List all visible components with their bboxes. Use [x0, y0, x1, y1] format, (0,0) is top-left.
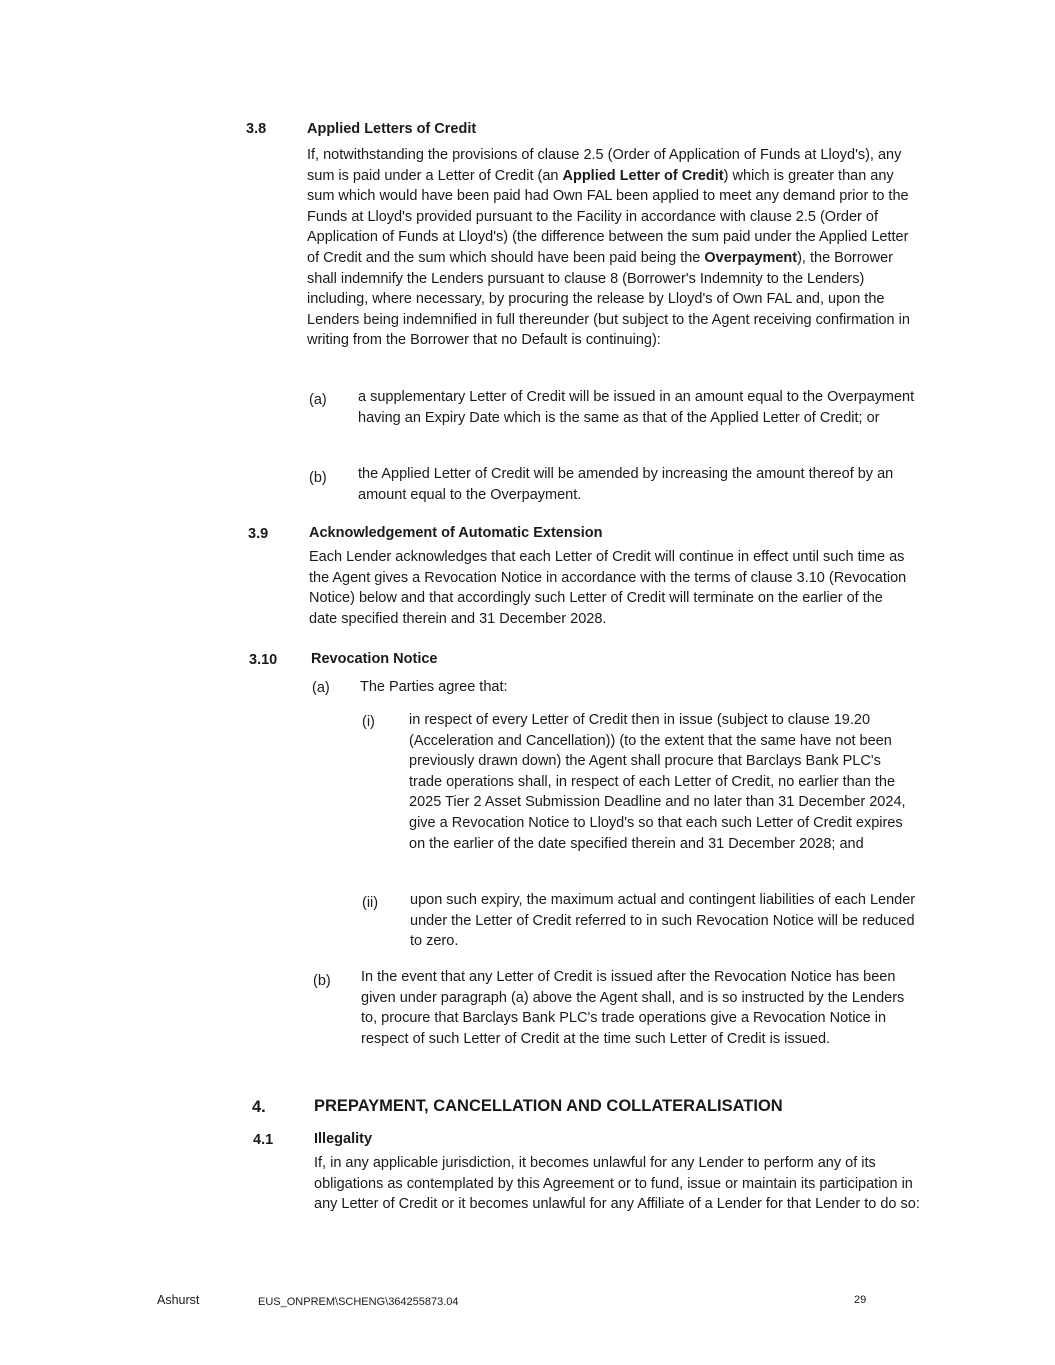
section-3-8-item-a-label: (a): [309, 392, 327, 408]
section-3-10-item-b-label: (b): [313, 973, 331, 989]
section-3-9-number: 3.9: [248, 526, 269, 542]
section-3-8-number: 3.8: [246, 121, 267, 137]
section-3-9-title: Acknowledgement of Automatic Extension: [309, 525, 603, 541]
footer-document-reference: EUS_ONPREM\SCHENG\364255873.04: [258, 1296, 459, 1308]
section-3-10-number: 3.10: [249, 652, 278, 668]
section-3-10-item-ii-text: upon such expiry, the maximum actual and contingent liabilities of each Lender under the Letter of Credit referred to in such Revocation Notice will be reduced to zero.: [410, 892, 916, 950]
section-3-10-item-i-text: in respect of every Letter of Credit then in issue (subject to clause 19.20 (Acceleration and Cancellation)) (to the extent that the same have not been previously drawn down) the Agent shall procure that Barclays Bank PLC's trade operations shall, in respect of each Letter of Credit, no earlier than the 2025 Tier 2 Asset Submission Deadline and no later than 31 December 2024, give a Revocation Notice to Lloyd's so that each such Letter of Credit expires on the earlier of the date specified therein and 31 December 2028; and: [409, 712, 906, 852]
section-3-8-item-a-text: a supplementary Letter of Credit will be issued in an amount equal to the Overpayment having an Expiry Date which is the same as that of the Applied Letter of Credit; or: [358, 389, 915, 426]
section-4-1-title: Illegality: [314, 1131, 373, 1147]
footer-page-number: 29: [854, 1294, 867, 1306]
section-3-9-paragraph: Each Lender acknowledges that each Letter of Credit will continue in effect until such time as the Agent gives a Revocation Notice in accordance with the terms of clause 3.10 (Revocation Notice) below and that accordingly such Letter of Credit will terminate on the earlier of the date specified therein and 31 December 2028.: [309, 549, 907, 627]
footer-firm-name: Ashurst: [157, 1293, 200, 1307]
defined-term-overpayment: Overpayment: [704, 249, 798, 266]
section-3-10-title: Revocation Notice: [311, 651, 438, 667]
section-3-8-item-b-label: (b): [309, 470, 327, 486]
section-3-10-item-a-text: The Parties agree that:: [360, 679, 508, 695]
section-3-10-item-b-text: In the event that any Letter of Credit is issued after the Revocation Notice has been given under paragraph (a) above the Agent shall, and is so instructed by the Lenders to, procure that Barclays Bank PLC's trade operations give a Revocation Notice in respect of such Letter of Credit at the time such Letter of Credit is issued.: [361, 969, 905, 1047]
section-3-10-item-a-label: (a): [312, 680, 330, 696]
section-4-number: 4.: [252, 1098, 266, 1116]
section-3-10-item-i-label: (i): [362, 714, 375, 730]
section-3-8-paragraph: If, notwithstanding the provisions of clause 2.5 (Order of Application of Funds at Lloyd's), any sum is paid under a Letter of Credit (an Applied Letter of Credit) which is greater than any sum which would have been paid had Own FAL been applied to meet any demand prior to the Funds at Lloyd's provided pursuant to the Facility in accordance with clause 2.5 (Order of Application of Funds at Lloyd's) (the difference between the sum paid under the Applied Letter of Credit and the sum which should have been paid being the Overpayment), the Borrower shall indemnify the Lenders pursuant to clause 8 (Borrower's Indemnity to the Lenders) including, where necessary, by procuring the release by Lloyd's of Own FAL and, upon the Lenders being indemnified in full thereunder (but subject to the Agent receiving confirmation in writing from the Borrower that no Default is continuing):: [307, 147, 910, 349]
section-4-title: PREPAYMENT, CANCELLATION AND COLLATERALISATION: [314, 1097, 783, 1115]
section-4-1-paragraph: If, in any applicable jurisdiction, it becomes unlawful for any Lender to perform any of its obligations as contemplated by this Agreement or to fund, issue or maintain its participation in any Letter of Credit or it becomes unlawful for any Affiliate of a Lender for that Lender to do so:: [314, 1155, 920, 1213]
section-3-8-item-b-text: the Applied Letter of Credit will be amended by increasing the amount thereof by an amount equal to the Overpayment.: [358, 466, 894, 503]
section-3-8-title: Applied Letters of Credit: [307, 121, 477, 137]
section-4-1-number: 4.1: [253, 1132, 274, 1148]
defined-term-applied-letter-of-credit: Applied Letter of Credit: [562, 167, 724, 184]
section-3-10-item-ii-label: (ii): [362, 895, 379, 911]
